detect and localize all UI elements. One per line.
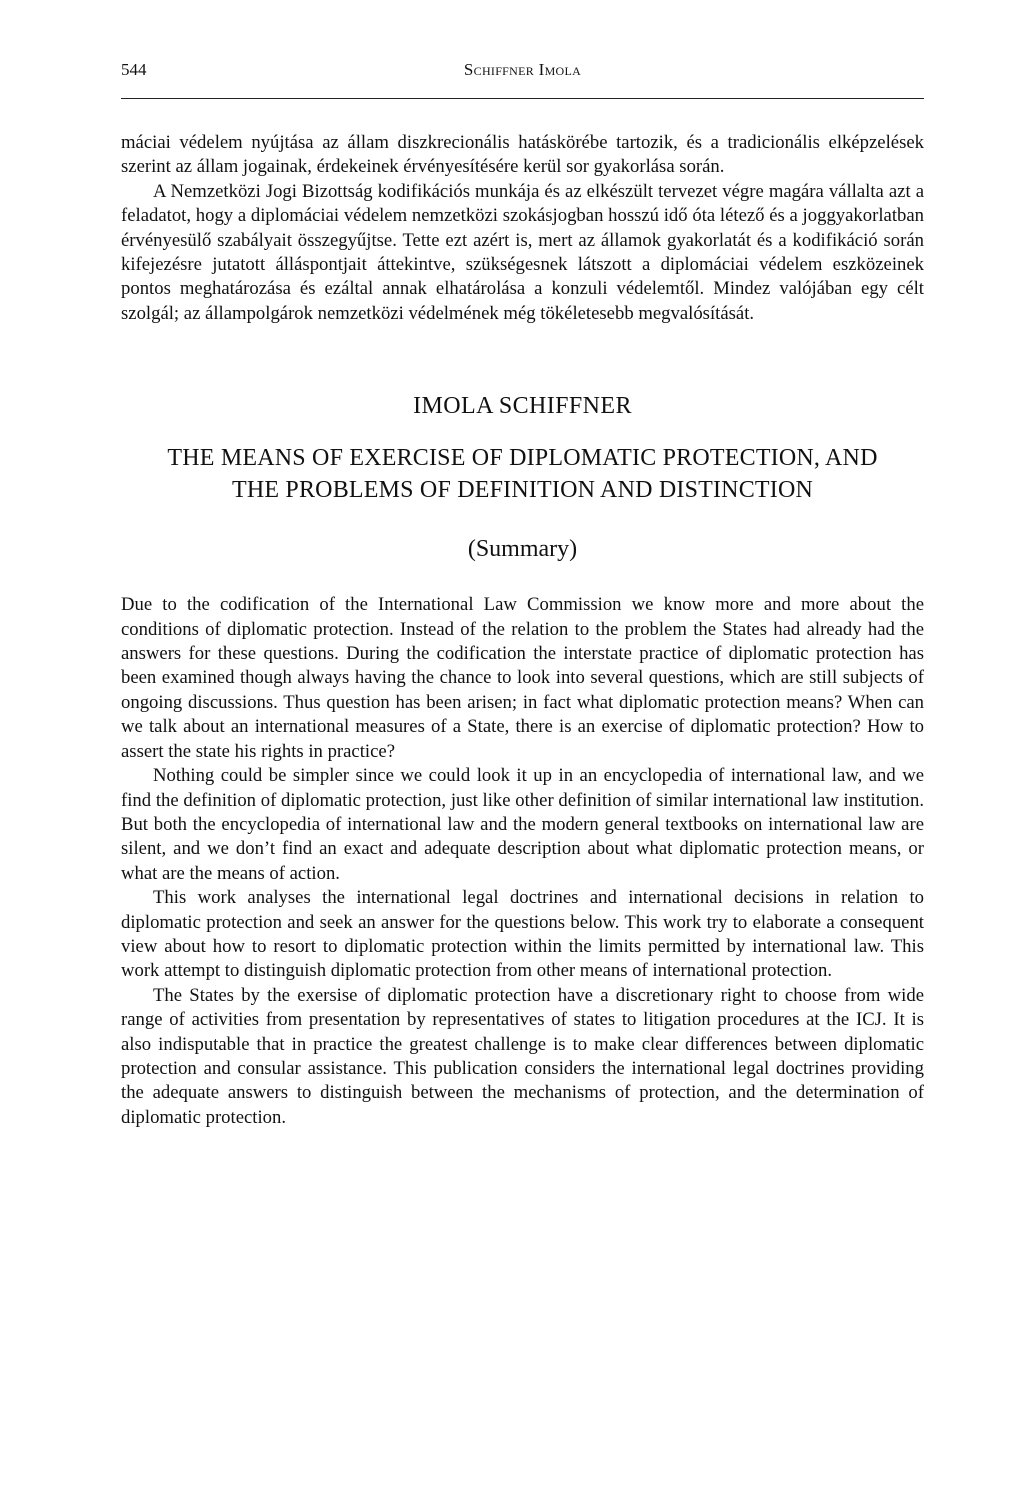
paragraph: Nothing could be simpler since we could look it up in an encyclopedia of international law, and we find the definition of diplomatic protection, just like other definition of similar international law institution. But both the encyclopedia of international law and the modern general textbooks on international law are silent, and we don’t find an exact and adequate description about what diplomatic protection means, or what are the means of action. <box>121 765 924 884</box>
summary-text <box>121 593 924 1130</box>
summary-label: (Summary) <box>467 536 578 563</box>
running-header <box>121 58 924 92</box>
paragraph: The States by the exersise of diplomatic protection have a discretionary right to choose from wide range of activities from presentation by representatives of states to litigation procedures at the ICJ. It is also indisputable that in practice the greatest challenge is to make clear differences between diplomatic protection and consular assistance. This publication considers the international legal doctrines providing the adequate answers to distinguish between the mechanisms of protection, and the determination of diplomatic protection. <box>121 984 924 1128</box>
summary-title-line: THE MEANS OF EXERCISE OF DIPLOMATIC PROTECTION, AND <box>167 445 878 472</box>
summary-title <box>121 442 924 506</box>
summary-author: IMOLA SCHIFFNER <box>413 393 632 420</box>
paragraph: This work analyses the international legal doctrines and international decisions in relation to diplomatic protection and seek an answer for the questions below. This work try to elaborate a consequent view about how to resort to diplomatic protection within the limits permitted by international law. This work attempt to distinguish diplomatic protection from other means of international protection. <box>121 887 924 982</box>
document-page <box>121 58 924 1130</box>
running-title: Schiffner Imola <box>463 60 582 79</box>
page-number: 544 <box>121 60 147 79</box>
hungarian-text <box>121 131 924 326</box>
header-rule <box>121 98 924 99</box>
summary-title-line: THE PROBLEMS OF DEFINITION AND DISTINCTION <box>231 477 814 504</box>
paragraph: Due to the codification of the International Law Commission we know more and more about the conditions of diplomatic protection. Instead of the relation to the problem the States had already had the answers for these questions. During the codification the interstate practice of diplomatic protection has been examined though always having the chance to look into several questions, which are still subjects of ongoing discussions. Thus question has been arisen; in fact what diplomatic protection means? When can we talk about an international measures of a State, there is an exercise of diplomatic protection? How to assert the state his rights in practice? <box>121 594 924 762</box>
paragraph: máciai védelem nyújtása az állam diszkrecionális hatáskörébe tartozik, és a tradicionális elképzelések szerint az állam jogainak, érdekeinek érvényesítésére kerül sor gyakorlása során. <box>121 132 924 178</box>
paragraph: A Nemzetközi Jogi Bizottság kodifikációs munkája és az elkészült tervezet végre magára vállalta azt a feladatot, hogy a diplomáciai védelem nemzetközi szokásjogban hosszú idő óta létező és a joggyakorlatban érvényesülő szabályait összegyűjtse. Tette ezt azért is, mert az államok gyakorlatát és a kodifikáció során kifejezésre jutatott álláspontjait áttekintve, szükségesnek látszott a diplomáciai védelem eszközeinek pontos meghatározása és ezáltal annak elhatárolása a konzuli védelemtől. Mindez valójában egy célt szolgál; az állampolgárok nemzetközi védelmének még tökéletesebb megvalósítását. <box>121 180 924 324</box>
